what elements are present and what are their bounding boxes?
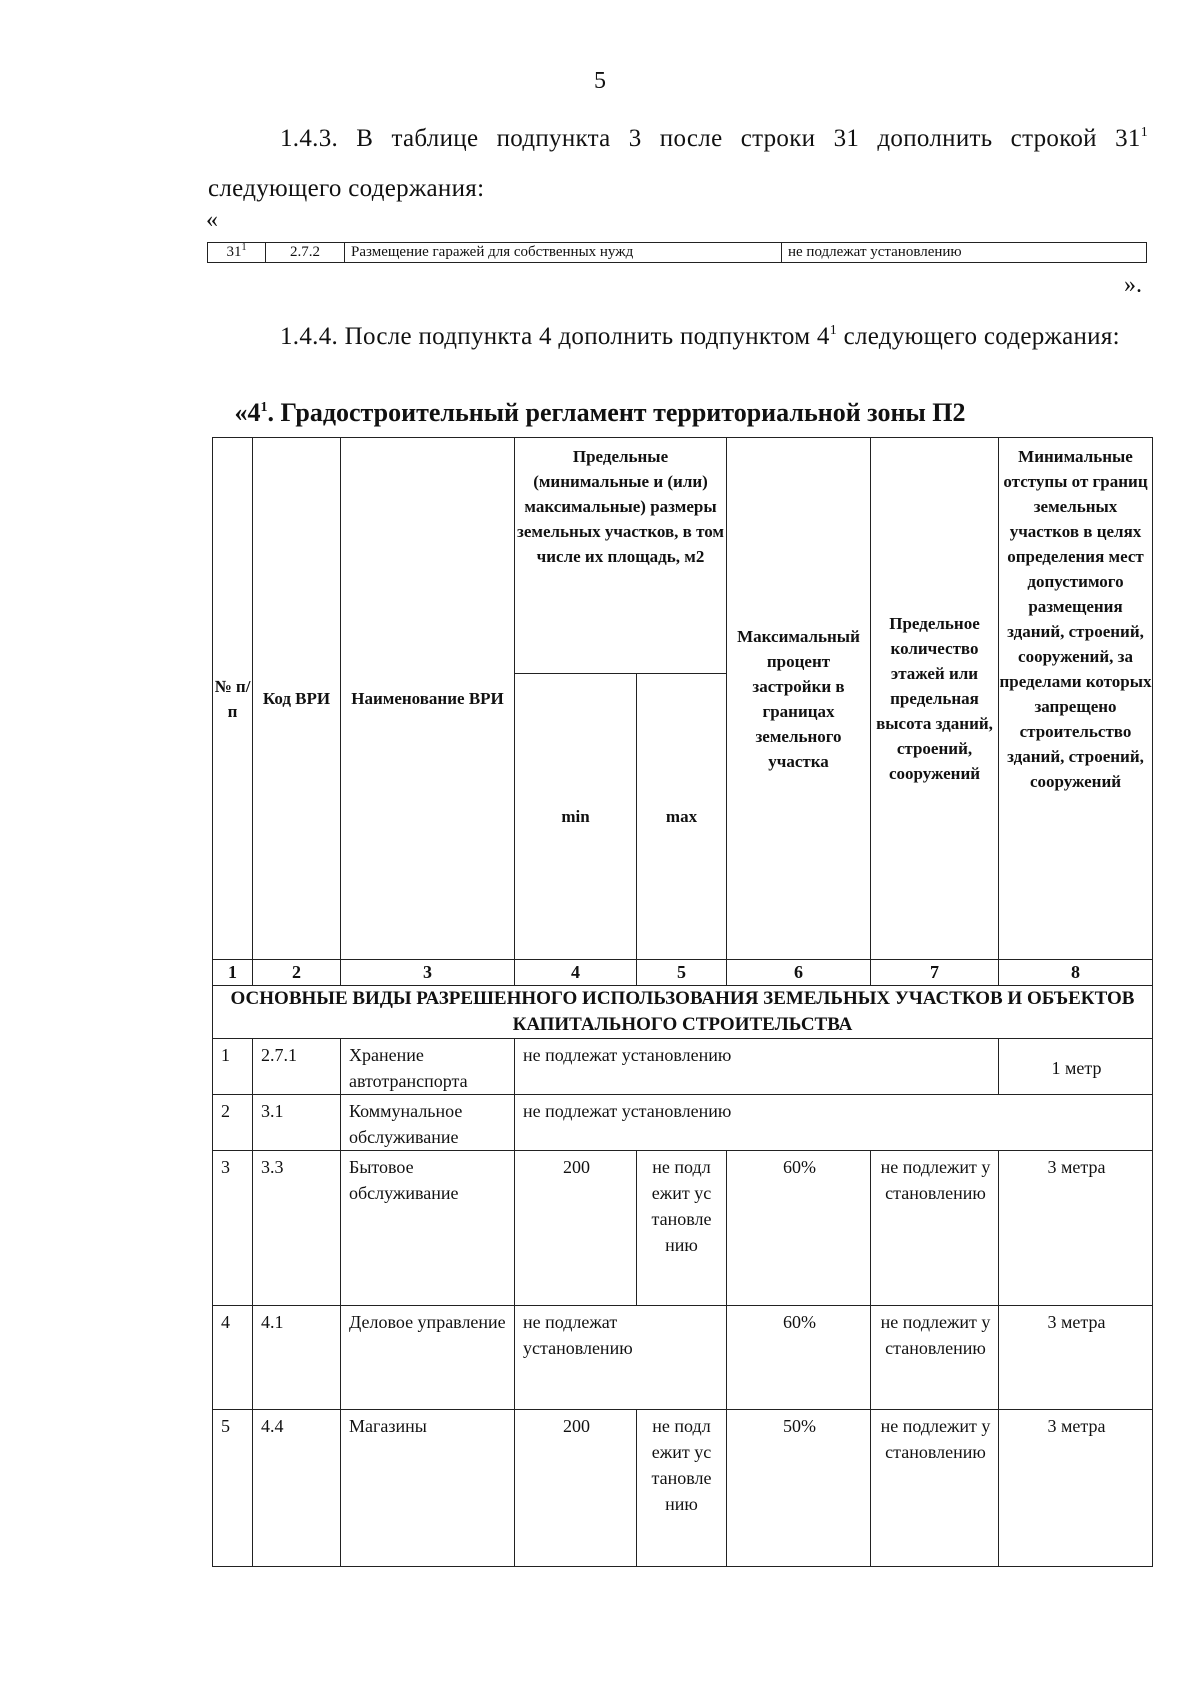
section-title: ОСНОВНЫЕ ВИДЫ РАЗРЕШЕННОГО ИСПОЛЬЗОВАНИЯ ЗЕМЕЛЬНЫХ УЧАСТКОВ И ОБЪЕКТОВ КАПИТАЛЬНОГО СТРОИТЕЛЬСТВА	[213, 986, 1153, 1039]
row-code: 3.1	[253, 1095, 341, 1151]
row-min: 200	[515, 1151, 637, 1306]
paragraph-2-text: 1.4.4. После подпункта 4 дополнить подпунктом 4	[280, 323, 830, 350]
table-header-row	[213, 438, 1153, 674]
row-percent: 60%	[727, 1306, 871, 1410]
row-name: Хранение автотранспорта	[341, 1039, 515, 1095]
open-quote: «	[206, 207, 218, 233]
row-merged-value: не подлежат установлению	[515, 1095, 1153, 1151]
close-quote: ».	[1124, 272, 1142, 298]
row-setback: 3 метра	[999, 1410, 1153, 1567]
column-number: 2	[253, 960, 341, 986]
row-floors: не подлежит установлению	[871, 1306, 999, 1410]
row-name: Бытовое обслуживание	[341, 1151, 515, 1306]
row-percent: 60%	[727, 1151, 871, 1306]
row-max: не подлежит установлению	[637, 1151, 727, 1306]
paragraph-1-text-end: следующего содержания:	[208, 175, 485, 202]
paragraph-amendment-1	[208, 114, 1148, 214]
paragraph-1-text: 1.4.3. В таблице подпункта 3 после строки 31 дополнить строкой 31	[280, 125, 1141, 152]
header-setbacks: Минимальные отступы от границ земельных участков в целях определения мест допустимого размещения зданий, строений, сооружений, за пределами которых запрещено строительство зданий, строений, сооружений	[999, 438, 1153, 960]
paragraph-2-superscript: 1	[829, 323, 838, 338]
column-number: 6	[727, 960, 871, 986]
section-title-row	[213, 986, 1153, 1039]
row-percent: 50%	[727, 1410, 871, 1567]
row-code: 4.4	[253, 1410, 341, 1567]
column-number-row	[213, 960, 1153, 986]
row-num: 4	[213, 1306, 253, 1410]
code-cell: 2.7.2	[266, 243, 345, 263]
row-max: не подлежит установлению	[637, 1410, 727, 1567]
row-number-cell: $31^1$	[208, 243, 266, 263]
row-min: 200	[515, 1410, 637, 1567]
table-row	[208, 243, 1147, 263]
row-floors: не подлежит установлению	[871, 1410, 999, 1567]
header-plot-size: Предельные (минимальные и (или) максимальные) размеры земельных участков, в том числе их площадь, м2	[515, 438, 727, 674]
row-floors: не подлежит установлению	[871, 1151, 999, 1306]
column-number: 5	[637, 960, 727, 986]
row-num: 1	[213, 1039, 253, 1095]
header-min: min	[515, 674, 637, 960]
column-number: 3	[341, 960, 515, 986]
column-number: 8	[999, 960, 1153, 986]
row-setback: 3 метра	[999, 1151, 1153, 1306]
row-merged-value: не подлежат установлению	[515, 1039, 999, 1095]
row-code: 3.3	[253, 1151, 341, 1306]
row-name: Коммунальное обслуживание	[341, 1095, 515, 1151]
page-number: 5	[594, 68, 606, 94]
row-merged-value: не подлежат установлению	[515, 1306, 727, 1410]
row-num: 3	[213, 1151, 253, 1306]
row-setback: 1 метр	[999, 1039, 1153, 1095]
table-row	[213, 1095, 1153, 1151]
header-name: Наименование ВРИ	[341, 438, 515, 960]
table-row	[213, 1039, 1153, 1095]
row-code: 4.1	[253, 1306, 341, 1410]
row-num: 2	[213, 1095, 253, 1151]
header-floors: Предельное количество этажей или предельная высота зданий, строений, сооружений	[871, 438, 999, 960]
paragraph-amendment-2	[208, 312, 1148, 362]
column-number: 1	[213, 960, 253, 986]
amendment-row-table	[207, 242, 1147, 263]
row-name: Магазины	[341, 1410, 515, 1567]
table-row	[213, 1410, 1153, 1567]
zone-regulation-table	[212, 437, 1153, 1567]
section-heading: «$4^1$. Градостроительный регламент территориальной зоны П2	[234, 398, 966, 427]
table-row	[213, 1151, 1153, 1306]
row-name: Деловое управление	[341, 1306, 515, 1410]
name-cell: Размещение гаражей для собственных нужд	[345, 243, 782, 263]
paragraph-1-superscript: 1	[1140, 125, 1148, 140]
row-setback: 3 метра	[999, 1306, 1153, 1410]
header-max: max	[637, 674, 727, 960]
paragraph-2-text-end: следующего содержания:	[837, 323, 1120, 350]
header-build-percent: Максимальный процент застройки в границах земельного участка	[727, 438, 871, 960]
header-code: Код ВРИ	[253, 438, 341, 960]
column-number: 7	[871, 960, 999, 986]
value-cell: не подлежат установлению	[782, 243, 1147, 263]
header-num: № п/ п	[213, 438, 253, 960]
column-number: 4	[515, 960, 637, 986]
row-num: 5	[213, 1410, 253, 1567]
row-code: 2.7.1	[253, 1039, 341, 1095]
table-row	[213, 1306, 1153, 1410]
